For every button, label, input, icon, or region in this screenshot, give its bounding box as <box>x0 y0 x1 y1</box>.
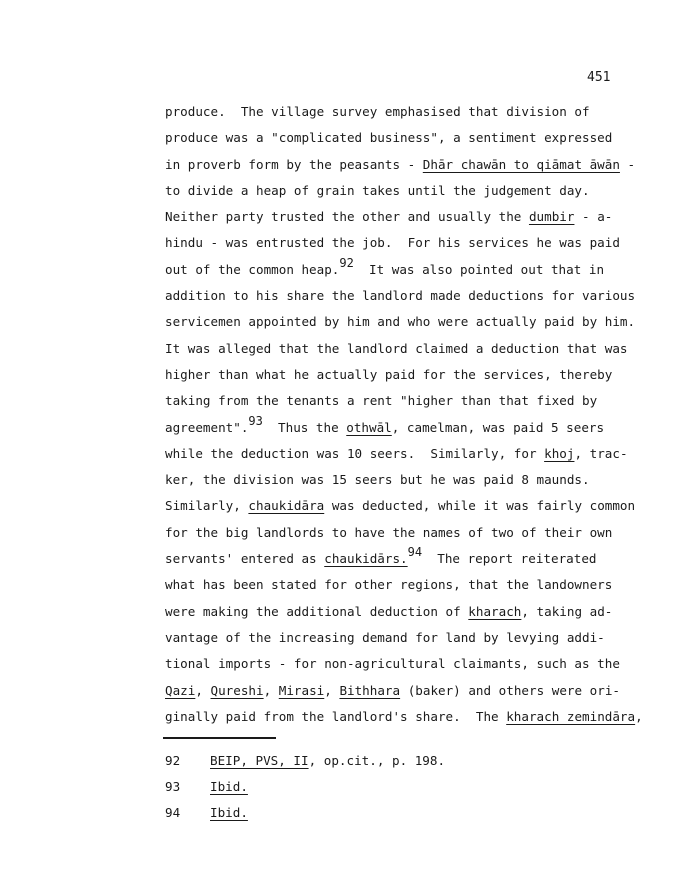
text-run: were making the additional deduction of <box>165 603 469 619</box>
text-run: The report reiterated <box>422 551 597 567</box>
underlined-term: Dhār chawān to qiāmat āwān <box>422 156 620 172</box>
text-line <box>165 178 665 204</box>
underlined-term: Mirasi <box>278 682 325 698</box>
text-line <box>165 283 665 309</box>
text-line <box>165 599 665 625</box>
text-run: vantage of the increasing demand for land by levying addi- <box>165 629 605 645</box>
underlined-term: BEIP, PVS, II <box>210 753 309 768</box>
footnote-ref: 94 <box>407 545 423 560</box>
text-run: , taking ad- <box>521 603 613 619</box>
underlined-term: othwāl <box>346 419 392 435</box>
underlined-term: Ibid. <box>210 805 248 820</box>
footnotes <box>165 748 445 826</box>
text-run: - a- <box>574 209 613 225</box>
footnote-number: 92 <box>165 753 181 768</box>
body-text <box>165 99 665 730</box>
underlined-term: kharach <box>468 603 522 619</box>
text-run: , <box>324 682 340 698</box>
text-run: , camelman, was paid 5 seers <box>391 419 605 435</box>
underlined-term: chaukidāra <box>248 498 325 514</box>
text-line <box>165 230 665 256</box>
text-line <box>165 152 665 178</box>
text-line <box>165 625 665 651</box>
text-line <box>165 204 665 230</box>
text-run: (baker) and others were ori- <box>400 682 620 698</box>
text-run: to divide a heap of grain takes until the judgement day. <box>165 182 590 198</box>
text-line <box>165 520 665 546</box>
underlined-term: dumbir <box>528 209 575 225</box>
text-run: was deducted, while it was fairly common <box>324 498 636 514</box>
footnote-ref: 92 <box>339 255 354 270</box>
underlined-term: kharach zemindāra <box>506 708 636 724</box>
text-run: ginally paid from the landlord's share. The <box>165 708 507 724</box>
footnote-number: 93 <box>165 779 181 794</box>
text-run: for the big landlords to have the names of two of their own <box>165 524 613 540</box>
text-run: Thus the <box>262 419 347 435</box>
text-run: what has been stated for other regions, that the landowners <box>165 577 613 593</box>
text-run: hindu - was entrusted the job. For his services he was paid <box>165 235 620 251</box>
footnote-number: 94 <box>165 805 181 820</box>
text-run: , <box>195 682 211 698</box>
text-run: tional imports - for non-agricultural claimants, such as the <box>165 656 620 672</box>
text-run: produce. The village survey emphasised that division of <box>165 104 590 119</box>
footnote-rule <box>163 737 276 739</box>
text-run: taking from the tenants a rent "higher than that fixed by <box>165 393 598 409</box>
text-line <box>165 704 665 730</box>
text-run: addition to his share the landlord made deductions for various <box>165 288 636 304</box>
footnote-ref: 93 <box>248 413 263 428</box>
underlined-term: Qureshi <box>210 682 264 698</box>
underlined-term: khoj <box>544 445 575 461</box>
text-run: servants' entered as <box>165 551 325 567</box>
text-run: produce was a "complicated business", a sentiment expressed <box>165 130 613 146</box>
text-line <box>165 125 665 151</box>
text-run: Similarly, <box>165 498 249 514</box>
text-run: while the deduction was 10 seers. Similarly, for <box>165 445 545 461</box>
text-line <box>165 388 665 414</box>
text-run: , <box>635 708 643 724</box>
text-run: , op.cit., p. 198. <box>308 753 446 768</box>
underlined-term: Bithhara <box>339 682 401 698</box>
page-number: 451 <box>587 70 611 85</box>
text-line <box>165 362 665 388</box>
underlined-term: Ibid. <box>210 779 248 794</box>
text-run: , <box>263 682 279 698</box>
text-run: higher than what he actually paid for the services, thereby <box>165 366 613 382</box>
text-run: ker, the division was 15 seers but he was paid 8 maunds. <box>165 472 590 488</box>
text-line <box>165 546 665 572</box>
footnote <box>165 774 445 800</box>
text-run: , trac- <box>574 445 628 461</box>
text-line <box>165 678 665 704</box>
text-line <box>165 572 665 598</box>
text-run: servicemen appointed by him and who were actually paid by him. <box>165 314 636 330</box>
text-run: agreement". <box>165 419 249 435</box>
text-line <box>165 441 665 467</box>
text-line <box>165 493 665 519</box>
underlined-term: chaukidārs. <box>324 551 408 567</box>
text-line <box>165 651 665 677</box>
text-run: - <box>619 156 636 172</box>
text-run: It was alleged that the landlord claimed a deduction that was <box>165 340 628 356</box>
text-line <box>165 309 665 335</box>
text-run: in proverb form by the peasants - <box>165 156 423 172</box>
text-line <box>165 415 665 441</box>
underlined-term: Qazi <box>165 682 196 698</box>
text-line <box>165 257 665 283</box>
text-run: out of the common heap. <box>165 261 340 277</box>
text-line <box>165 467 665 493</box>
footnote <box>165 800 445 826</box>
text-line <box>165 99 665 125</box>
text-run: It was also pointed out that in <box>353 261 605 277</box>
text-line <box>165 336 665 362</box>
footnote <box>165 748 445 774</box>
text-run: Neither party trusted the other and usually the <box>165 209 529 225</box>
